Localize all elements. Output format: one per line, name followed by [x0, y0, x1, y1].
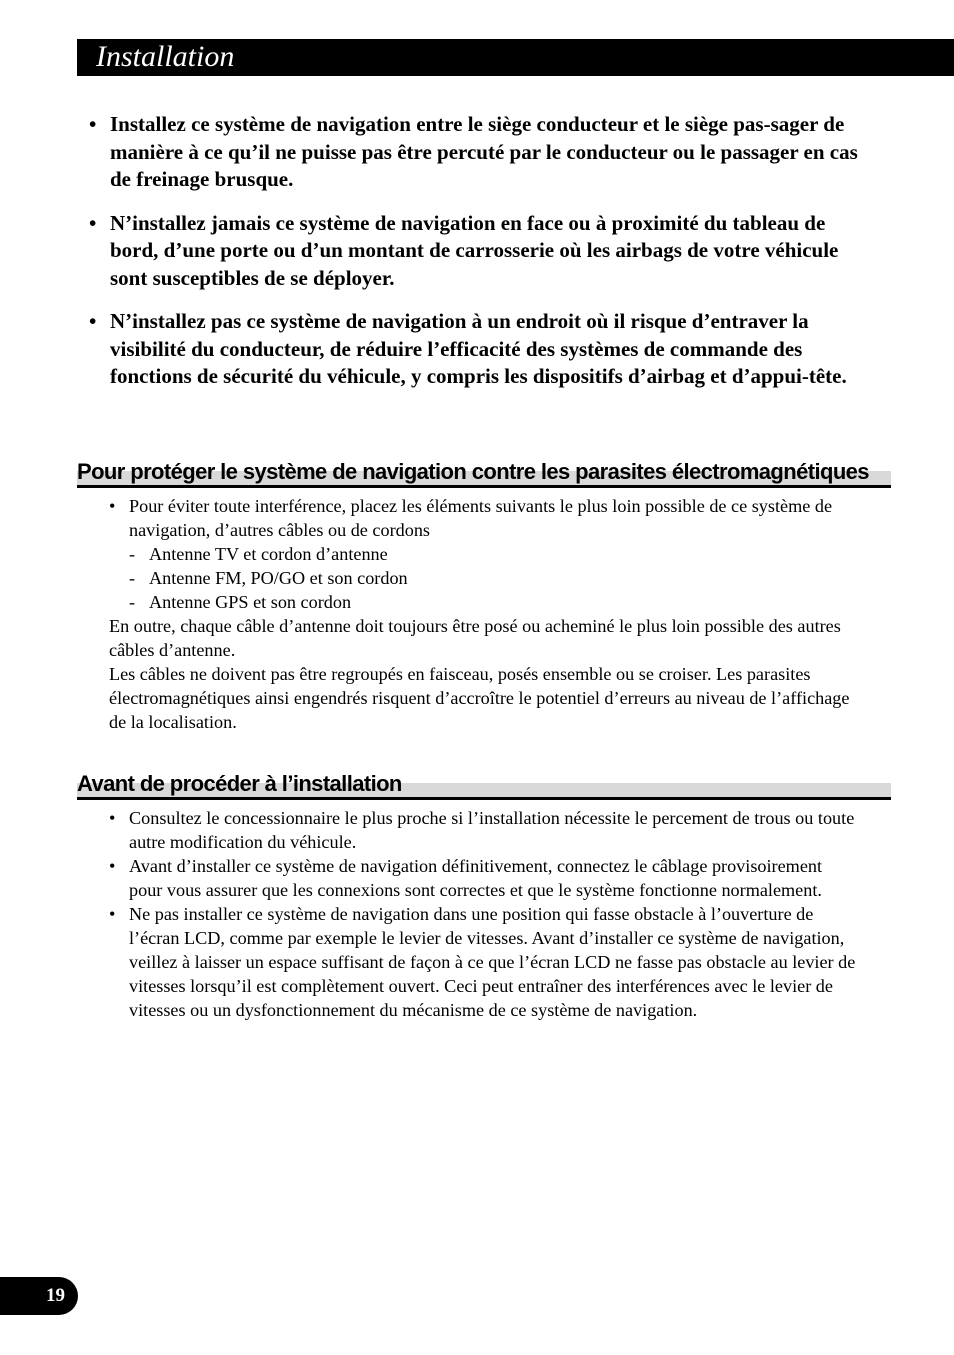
paragraph: Les câbles ne doivent pas être regroupés en faisceau, posés ensemble ou se croiser. Les parasites électromagnétiques ainsi engendrés risquent d’accroître le potentiel d’erreurs au niveau de l’affichage de la localisation.	[109, 664, 850, 732]
list-item: • Pour éviter toute interférence, placez les éléments suivants le plus loin possible de ce système de navigation, d’autres câbles ou de cordons	[109, 496, 833, 540]
page-title-bar	[77, 39, 954, 76]
bullet-icon: •	[89, 309, 97, 333]
dash-item: - Antenne GPS et son cordon	[129, 592, 352, 612]
section-heading-emi	[77, 454, 891, 488]
dash-item: - Antenne FM, PO/GO et son cordon	[129, 568, 408, 588]
heading-rule	[77, 797, 891, 800]
dash-icon: -	[129, 592, 136, 612]
page-number-tab	[0, 1277, 78, 1315]
list-item: • Ne pas installer ce système de navigation dans une position qui fasse obstacle à l’ouverture de l’écran LCD, comme par exemple le levier de vitesses. Avant d’installer ce système de navigation, veillez à laisser un espace suffisant de façon à ce que l’écran LCD ne fasse pas obstacle au levier de vitesses lorsqu’il est complètement ouvert. Ceci peut entraîner des interférences avec le levier de vitesses ou un dysfonctionnement du mécanisme de ce système de navigation.	[109, 904, 856, 1020]
section-title-emi: Pour protéger le système de navigation contre les parasites électromagnétiques	[77, 459, 869, 484]
section-heading-before-install	[77, 766, 891, 800]
dash-icon: -	[129, 544, 136, 564]
section-title-before-install: Avant de procéder à l’installation	[77, 771, 402, 796]
paragraph: En outre, chaque câble d’antenne doit toujours être posé ou acheminé le plus loin possible des autres câbles d’antenne.	[109, 616, 841, 660]
heading-rule	[77, 485, 891, 488]
warning-item: • N’installez jamais ce système de navigation en face ou à proximité du tableau de bord, d’une porte ou d’un montant de carrosserie où les airbags de votre véhicule sont susceptibles de se déployer.	[89, 210, 839, 290]
bullet-icon: •	[89, 210, 97, 235]
list-item: • Consultez le concessionnaire le plus proche si l’installation nécessite le percement de trous ou toute autre modification du véhicule.	[109, 808, 855, 852]
warning-item: • Installez ce système de navigation entre le siège conducteur et le siège pas-sager de manière à ce qu’il ne puisse pas être percuté par le conducteur ou le passager en cas de freinage brusque.	[89, 112, 858, 191]
bullet-icon: •	[109, 904, 116, 924]
section-body-before-install	[109, 806, 859, 1022]
list-item: • Avant d’installer ce système de navigation définitivement, connectez le câblage provisoirement pour vous assurer que les connexions sont correctes et que le système fonctionne normalement.	[109, 856, 823, 900]
dash-icon: -	[129, 568, 136, 588]
bullet-icon: •	[109, 856, 116, 876]
dash-item: - Antenne TV et cordon d’antenne	[129, 544, 388, 564]
warning-item: • N’installez pas ce système de navigation à un endroit où il risque d’entraver la visibilité du conducteur, de réduire l’efficacité des systèmes de commande des fonctions de sécurité du véhicule, y compris les dispositifs d’airbag et d’appui-tête.	[89, 309, 847, 388]
bullet-icon: •	[89, 112, 97, 136]
page-number: 19	[46, 1285, 65, 1306]
section-body-emi	[109, 494, 859, 734]
page-title: Installation	[96, 40, 235, 73]
warning-list	[86, 111, 866, 407]
bullet-icon: •	[109, 808, 116, 828]
bullet-icon: •	[109, 496, 116, 516]
